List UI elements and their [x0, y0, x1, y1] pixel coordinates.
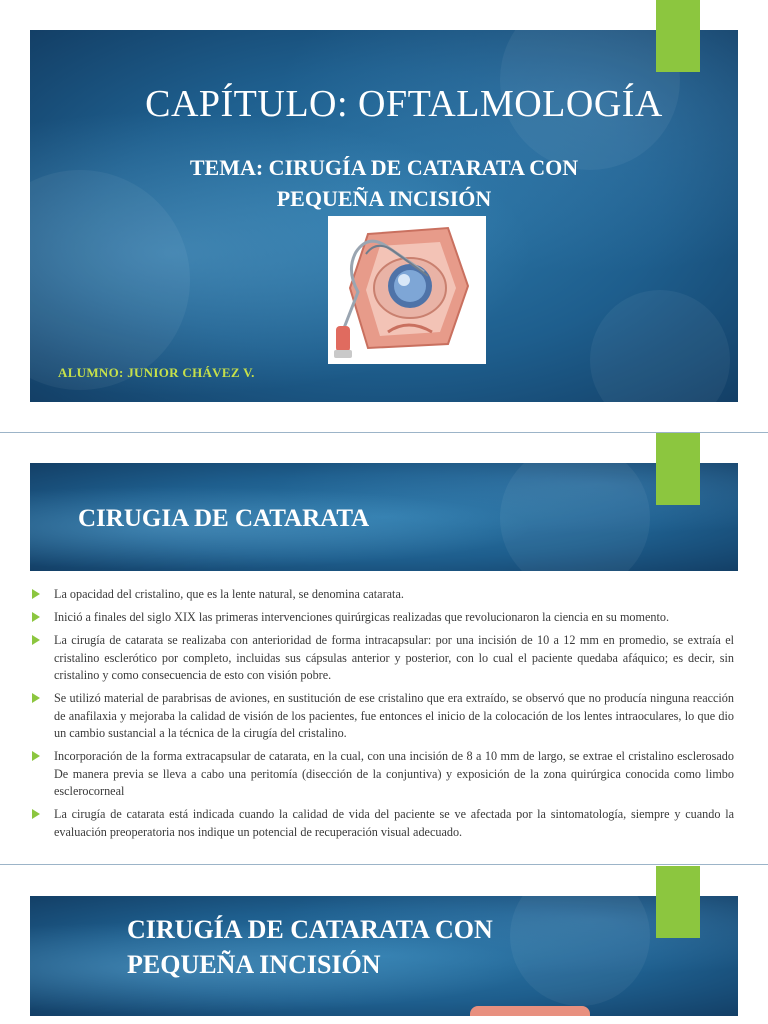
topic-subtitle — [110, 152, 658, 214]
list-item: La cirugía de catarata se realizaba con anterioridad de forma intracapsular: por una incisión de 10 a 12 mm en promedio, se extraía el cristalino esclerótico por completo, incluidas sus cápsulas anterior y posterior, con lo cual el paciente quedaba afáquico; es decir, sin cristalino y como consecuencia de esto con visión pobre. — [32, 632, 734, 684]
bullet-arrow-icon — [32, 635, 40, 645]
bullet-arrow-icon — [32, 809, 40, 819]
background-bubble — [590, 290, 730, 402]
chapter-title: CAPÍTULO: OFTALMOLOGÍA — [145, 83, 663, 125]
list-item: Incorporación de la forma extracapsular de catarata, en la cual, con una incisión de 8 a 10 mm de largo, se extrae el cristalino esclerosado De manera previa se lleva a cabo una peritomía (disección de la conjuntiva) y exposición de la zona quirúrgica conocida como limbo esclerocorneal — [32, 748, 734, 800]
slide-header — [30, 463, 738, 571]
list-item: La opacidad del cristalino, que es la lente natural, se denomina catarata. — [32, 586, 734, 603]
slide-title — [30, 30, 738, 402]
bullet-arrow-icon — [32, 589, 40, 599]
background-bubble — [510, 896, 650, 1006]
image-peek — [470, 1006, 590, 1016]
bullet-arrow-icon — [32, 751, 40, 761]
bullet-arrow-icon — [32, 693, 40, 703]
eye-surgery-icon — [328, 216, 486, 364]
section-title-line1: CIRUGÍA DE CATARATA CON — [127, 915, 493, 944]
bullet-arrow-icon — [32, 612, 40, 622]
section-title — [127, 912, 493, 982]
bullet-list — [32, 586, 734, 847]
slide-separator — [0, 432, 768, 433]
list-item: Se utilizó material de parabrisas de aviones, en sustitución de ese cristalino que era extraído, se observó que no producía ninguna reacción de anafilaxia y mejoraba la calidad de visión de los pacientes, fue entonces el inicio de la colocación de los lentes intraoculares, lo que dio un cambio sustancial a la técnica de la cirugía del cristalino. — [32, 690, 734, 742]
list-item: La cirugía de catarata está indicada cuando la calidad de vida del paciente se ve afectada por la sintomatología, siempre y cuando la evaluación preoperatoria nos indique un potencial de recuperación visual adecuado. — [32, 806, 734, 841]
topic-subtitle-line2: PEQUEÑA INCISIÓN — [276, 186, 492, 211]
slide-header — [30, 896, 738, 1016]
background-bubble — [500, 463, 650, 571]
eye-surgery-illustration — [328, 216, 486, 364]
topic-subtitle-line1: TEMA: CIRUGÍA DE CATARATA CON — [189, 155, 579, 180]
section-title: CIRUGIA DE CATARATA — [78, 505, 370, 532]
slide-separator — [0, 864, 768, 865]
student-name: ALUMNO: JUNIOR CHÁVEZ V. — [58, 365, 255, 380]
list-item: Inició a finales del siglo XIX las primeras intervenciones quirúrgicas realizadas que revolucionaron la ciencia en su momento. — [32, 609, 734, 626]
green-accent-tab — [656, 0, 700, 72]
green-accent-tab — [656, 866, 700, 938]
green-accent-tab — [656, 433, 700, 505]
section-title-line2: PEQUEÑA INCISIÓN — [127, 950, 381, 979]
